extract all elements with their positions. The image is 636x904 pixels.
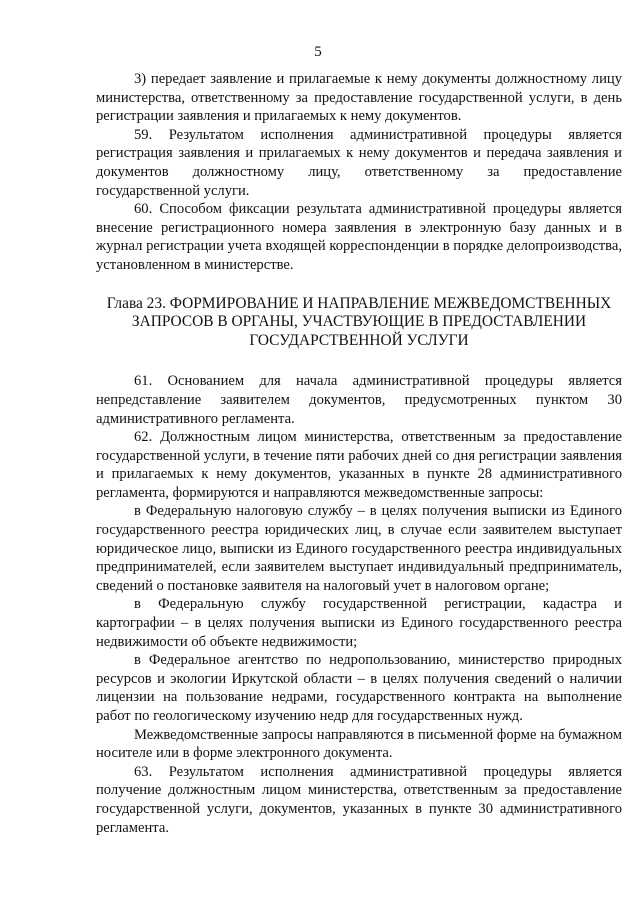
paragraph-registration-service: в Федеральную службу государственной регистрации, кадастра и картографии – в целях получения выписки из Единого государственного реестра недвижимости об объекте недвижимости; bbox=[96, 596, 622, 650]
chapter-heading bbox=[96, 295, 622, 351]
paragraph-tax-service: в Федеральную налоговую службу – в целях получения выписки из Единого государственного реестра юридических лиц, в случае если заявителем выступает юридическое лицо, выписки из Единого государственного реестра индивидуальных предпринимателей, если заявителем выступает индивидуальный предприниматель, сведений о постановке заявителя на налоговый учет в налоговом органе; bbox=[96, 503, 622, 594]
chapter-heading-line: Глава 23. ФОРМИРОВАНИЕ И НАПРАВЛЕНИЕ МЕЖВЕДОМСТВЕННЫХ bbox=[106, 294, 612, 312]
paragraph-60: 60. Способом фиксации результата административной процедуры является внесение регистрационного номера заявления в электронную базу данных и в журнал регистрации учета входящей корреспонденции в порядке делопроизводства, установленном в министерстве. bbox=[96, 201, 622, 273]
paragraph-62: 62. Должностным лицом министерства, ответственным за предоставление государственной услуги, в течение пяти рабочих дней со дня регистрации заявления и прилагаемых к нему документов, указанных в пункте 28 административного регламента, формируются и направляются межведомственные запросы: bbox=[96, 429, 622, 501]
document-body bbox=[96, 70, 622, 837]
paragraph-61: 61. Основанием для начала административной процедуры является непредставление заявителем документов, предусмотренных пунктом 30 административного регламента. bbox=[96, 373, 622, 427]
paragraph-63: 63. Результатом исполнения административной процедуры является получение должностным лицом министерства, ответственным за предоставление государственной услуги, документов, указанных в пункте 30 административного регламента. bbox=[96, 763, 622, 836]
chapter-heading-line: ЗАПРОСОВ В ОРГАНЫ, УЧАСТВУЮЩИЕ В ПРЕДОСТАВЛЕНИИ bbox=[131, 313, 587, 331]
paragraph-subsoil-agency: в Федеральное агентство по недропользованию, министерство природных ресурсов и экологии Иркутской области – в целях получения сведений о наличии лицензии на пользование недрами, государственного контракта на выполнение работ по геологическому изучению недр для государственных нужд. bbox=[96, 652, 622, 724]
paragraph-requests-form: Межведомственные запросы направляются в письменной форме на бумажном носителе или в форме электронного документа. bbox=[96, 726, 622, 762]
paragraph-59: 59. Результатом исполнения административной процедуры является регистрация заявления и прилагаемых к нему документов и передача заявления и документов должностному лицу, ответственному за предоставление государственной услуги. bbox=[96, 126, 622, 199]
page-number: 5 bbox=[314, 44, 322, 60]
paragraph-item-3: 3) передает заявление и прилагаемые к нему документы должностному лицу министерства, ответственному за предоставление государственной услуги, в день регистрации заявления и прилагаемых к нему документов. bbox=[96, 71, 622, 125]
chapter-heading-line: ГОСУДАРСТВЕННОЙ УСЛУГИ bbox=[249, 331, 469, 349]
